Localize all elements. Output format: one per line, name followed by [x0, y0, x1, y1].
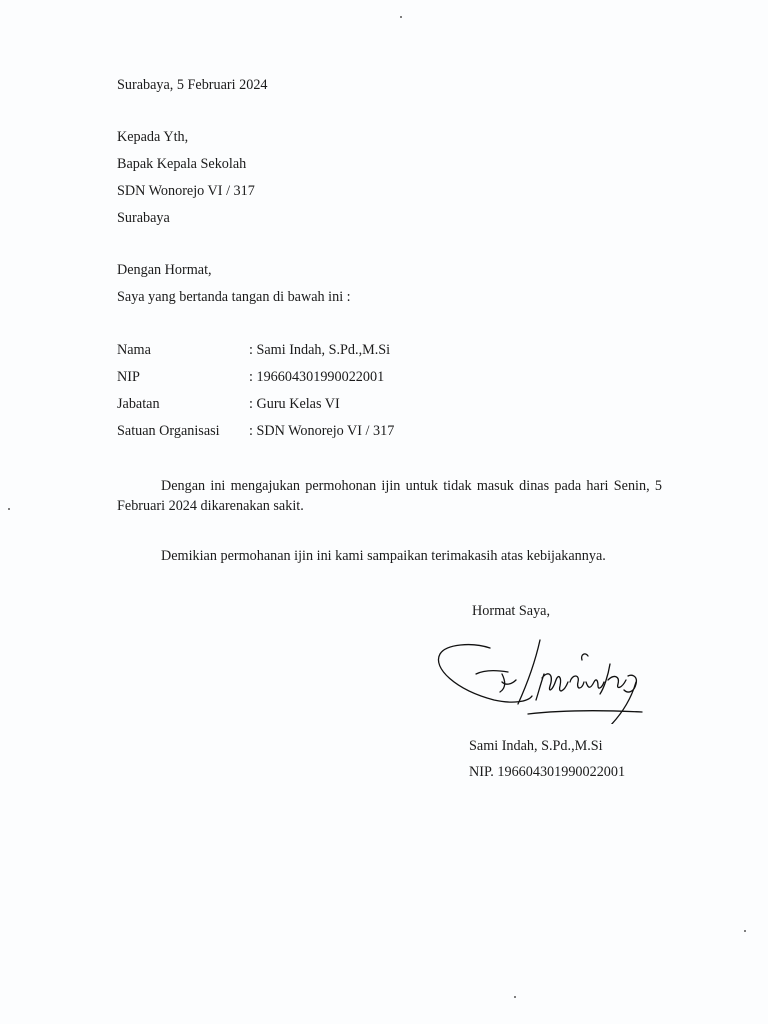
- greeting: Dengan Hormat,: [117, 262, 212, 278]
- scan-speck: [8, 508, 10, 510]
- field-value-satuan-organisasi: : SDN Wonorejo VI / 317: [249, 423, 395, 439]
- place-date: Surabaya, 5 Februari 2024: [117, 77, 268, 93]
- scan-speck: [400, 16, 402, 18]
- handwritten-signature: [432, 634, 647, 724]
- field-value-nama: : Sami Indah, S.Pd.,M.Si: [249, 342, 391, 358]
- addressee-line: Surabaya: [117, 210, 170, 226]
- field-label-jabatan: Jabatan: [117, 396, 160, 412]
- signer-nip: NIP. 196604301990022001: [469, 764, 626, 780]
- sign-off: Hormat Saya,: [472, 603, 551, 619]
- field-label-nama: Nama: [117, 342, 151, 358]
- addressee-line: Kepada Yth,: [117, 129, 189, 145]
- field-value-jabatan: : Guru Kelas VI: [249, 396, 340, 412]
- intro-text: Saya yang bertanda tangan di bawah ini :: [117, 289, 351, 305]
- closing-paragraph: Demikian permohanan ijin ini kami sampaikan terimakasih atas kebijakannya.: [161, 548, 606, 564]
- body-paragraph: Dengan ini mengajukan permohonan ijin untuk tidak masuk dinas pada hari Senin, 5 Februari 2024 dikarenakan sakit.: [117, 478, 662, 514]
- scan-speck: [514, 996, 516, 998]
- scan-speck: [744, 930, 746, 932]
- addressee-line: SDN Wonorejo VI / 317: [117, 183, 255, 199]
- addressee-line: Bapak Kepala Sekolah: [117, 156, 247, 172]
- field-label-satuan-organisasi: Satuan Organisasi: [117, 423, 220, 439]
- signer-name: Sami Indah, S.Pd.,M.Si: [469, 738, 603, 754]
- field-label-nip: NIP: [117, 369, 140, 385]
- field-value-nip: : 196604301990022001: [249, 369, 385, 385]
